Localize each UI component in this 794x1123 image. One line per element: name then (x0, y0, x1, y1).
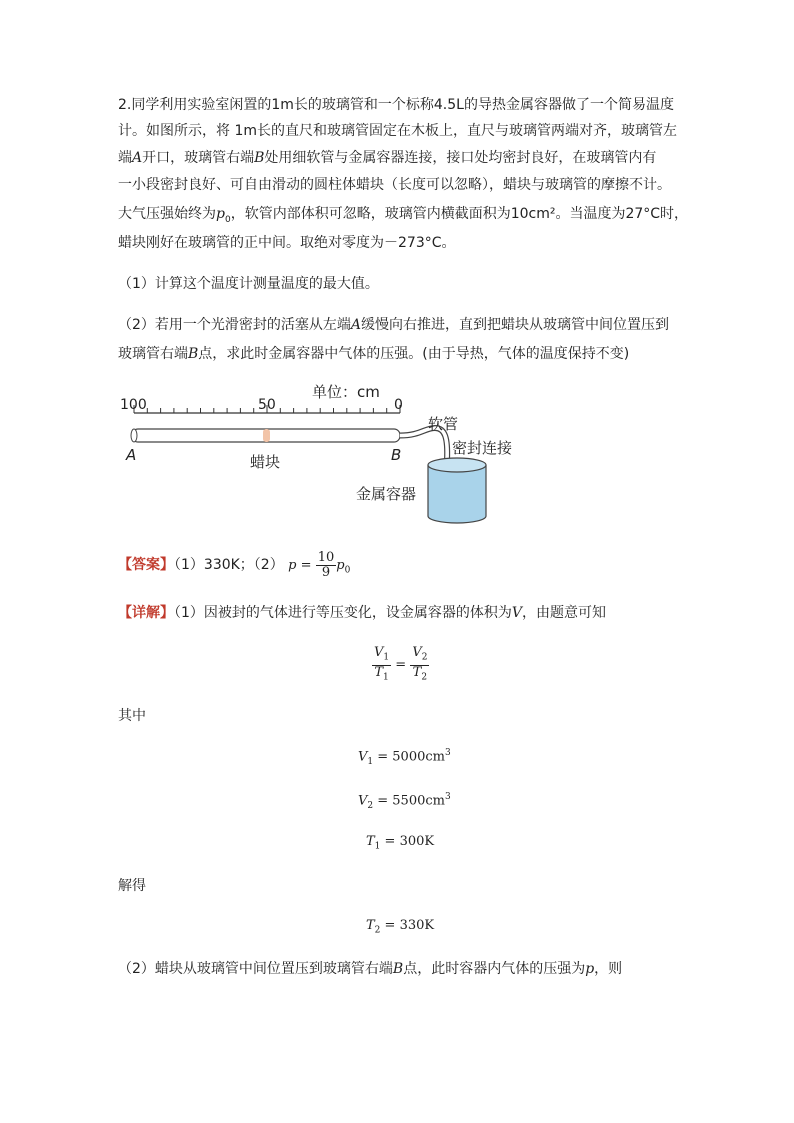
fraction-v2-t2 (410, 646, 429, 684)
detail-line-1 (118, 600, 606, 626)
answer-tag: 【答案】 (118, 557, 174, 573)
text-segment: 端 (118, 150, 132, 166)
point-a-ref: A (132, 150, 143, 166)
subscript: 2 (374, 925, 381, 936)
text-segment: ，则 (594, 961, 623, 977)
equation-t2 (366, 918, 434, 936)
tube-left-end (131, 429, 137, 442)
tick-label-100: 100 (120, 397, 147, 413)
superscript: 3 (444, 792, 451, 802)
question-part-2-line-1 (118, 312, 669, 338)
text-segment: ，软管内部体积可忽略，玻璃管内横截面积为10cm²。当温度为27°C时， (230, 206, 689, 222)
fraction-v1-t1 (372, 646, 391, 684)
text-segment: （1）因被封的气体进行等压变化，设金属容器的体积为 (174, 605, 512, 621)
text-segment: 处用细软管与金属容器连接，接口处均密封良好，在玻璃管内有 (264, 150, 657, 166)
var: V (358, 749, 368, 765)
equation-v1 (358, 748, 451, 767)
question-line-3 (118, 145, 656, 171)
label-container: 金属容器 (356, 485, 417, 503)
point-b-ref: B (254, 150, 265, 166)
text-segment: 点，此时容器内气体的压强为 (403, 961, 586, 977)
equation-v2 (358, 792, 451, 811)
question-line-2: 计。如图所示，将 1m长的直尺和玻璃管固定在木板上，直尺与玻璃管两端对齐，玻璃管左 (118, 123, 677, 139)
pressure-symbol: p (336, 558, 345, 573)
question-part-1: （1）计算这个温度计测量温度的最大值。 (118, 276, 379, 292)
fraction-numerator: 10 (317, 550, 335, 565)
question-line-6: 蜡块刚好在玻璃管的正中间。取绝对零度为－273°C。 (118, 235, 456, 251)
subscript: 2 (421, 672, 428, 683)
volume-symbol: V (511, 605, 523, 621)
text-segment: 开口，玻璃管右端 (142, 150, 255, 166)
label-wax: 蜡块 (250, 453, 281, 471)
point-a-ref: A (350, 317, 362, 333)
var: T (412, 664, 422, 680)
equation-charles-law (372, 646, 429, 684)
text-segment: 点，求此时金属容器中气体的压强。(由于导热，气体的温度保持不变) (198, 346, 630, 362)
equals-sign: = (300, 558, 312, 573)
var: T (366, 918, 375, 933)
text-segment: （2）若用一个光滑密封的活塞从左端 (118, 317, 351, 333)
question-line-4: 一小段密封良好、可自由滑动的圆柱体蜡块（长度可以忽略），蜡块与玻璃管的摩擦不计。 (118, 177, 671, 193)
subscript: 1 (374, 841, 381, 852)
equation-rhs: = 5000cm (377, 749, 445, 765)
text-segment: 玻璃管右端 (118, 346, 188, 362)
fraction-denominator: 9 (321, 565, 331, 580)
tick-label-0: 0 (394, 397, 403, 413)
equation-rhs: = 300K (384, 834, 435, 849)
question-part-2-line-2 (118, 341, 629, 367)
var: V (412, 645, 422, 660)
pressure-symbol: p (216, 206, 225, 222)
equation-t1 (366, 834, 434, 852)
detail-tag: 【详解】 (118, 605, 174, 621)
answer-formula (288, 550, 351, 580)
text-segment: ，由题意可知 (522, 605, 607, 621)
subscript: 1 (383, 652, 390, 663)
label-hose: 软管 (428, 415, 459, 433)
subscript: 2 (421, 652, 428, 663)
point-b-ref: B (392, 961, 404, 977)
subscript: 1 (383, 672, 389, 683)
subscript: 2 (367, 800, 374, 811)
answer-part-1: （1）330K；（2） (174, 557, 284, 573)
tick-label-50: 50 (258, 397, 276, 413)
text-segment: （2）蜡块从玻璃管中间位置压到玻璃管右端 (118, 961, 393, 977)
fraction-10-9 (316, 551, 337, 580)
detail-jiede: 解得 (118, 878, 146, 894)
equation-rhs: = 330K (384, 918, 435, 933)
detail-qizhong: 其中 (118, 708, 146, 724)
label-a: A (126, 446, 137, 464)
var: T (366, 834, 375, 849)
subscript: 0 (224, 214, 231, 225)
detail-part-2 (118, 956, 622, 982)
apparatus-figure (110, 380, 550, 525)
subscript: 1 (367, 756, 374, 767)
text-segment: 大气压强始终为 (118, 206, 216, 222)
wax-block (263, 429, 270, 442)
answer-line (118, 551, 350, 584)
point-b-ref: B (188, 346, 199, 362)
container-top (428, 458, 486, 472)
superscript: 3 (444, 748, 451, 758)
metal-container (428, 465, 486, 523)
label-b: B (391, 446, 402, 464)
subscript: 0 (344, 565, 351, 576)
pressure-symbol: p (585, 961, 595, 977)
label-seal: 密封连接 (452, 439, 513, 457)
pressure-symbol: p (288, 558, 297, 573)
var: V (358, 793, 368, 809)
text-segment: 缓慢向右推进，直到把蜡块从玻璃管中间位置压到 (361, 317, 670, 333)
unit-label: 单位：cm (312, 383, 380, 401)
equals-sign: = (395, 657, 407, 673)
var: T (374, 664, 384, 680)
var: V (374, 645, 384, 660)
question-line-5 (118, 201, 688, 233)
equation-rhs: = 5500cm (377, 793, 445, 809)
question-line-1: 2.同学利用实验室闲置的1m长的玻璃管和一个标称4.5L的导热金属容器做了一个简易温度 (118, 97, 674, 113)
